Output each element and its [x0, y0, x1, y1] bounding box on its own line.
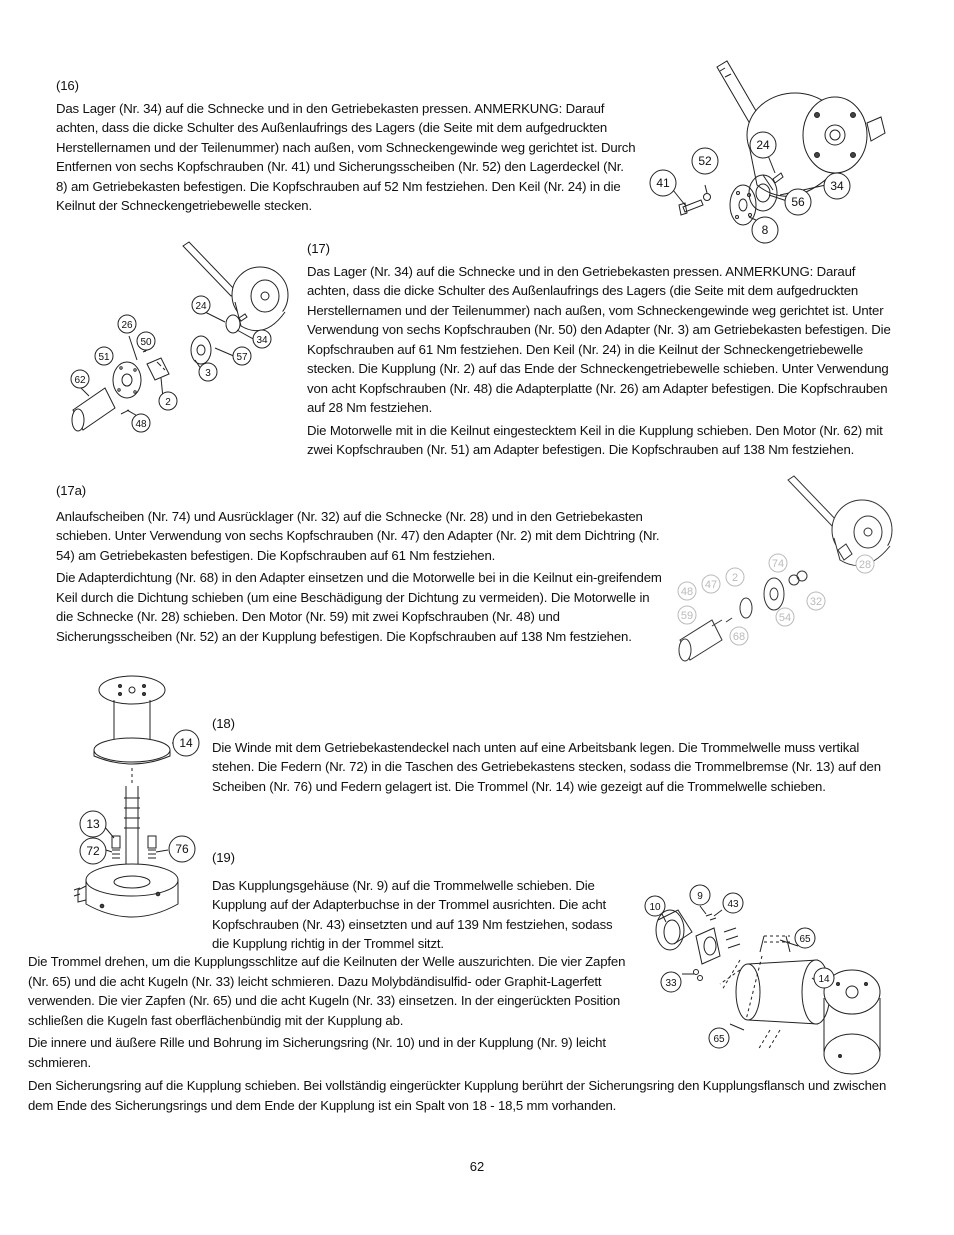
- callout-47: 47: [704, 579, 718, 591]
- step-18-body: Die Winde mit dem Getriebekastendeckel nach unten auf eine Arbeitsbank legen. Die Trommelwelle muss vertikal stehen. Die Federn (Nr. 72) in die Taschen des Getriebekastens stecken, sodass die Trommelbremse (Nr. 13) auf den Scheiben (Nr. 76) und Federn gelagert ist. Die Trommel (Nr. 14) wie gezeigt auf die Trommelwelle schieben.: [212, 739, 881, 794]
- callout-8: 8: [761, 223, 769, 237]
- callout-41: 41: [656, 176, 670, 190]
- step-17a-number: (17a): [56, 483, 87, 498]
- step-18-number: (18): [212, 716, 235, 731]
- callout-72: 72: [86, 844, 100, 858]
- step-16-illustration: [645, 55, 895, 245]
- callout-56: 56: [791, 195, 805, 209]
- callout-28: 28: [858, 559, 872, 571]
- step-17a-text: [56, 481, 666, 649]
- callout-57: 57: [236, 352, 248, 363]
- step-19-number: (19): [212, 850, 235, 865]
- callout-3: 3: [205, 368, 211, 379]
- step-19-body-4: Den Sicherungsring auf die Kupplung schieben. Bei vollständig eingerückter Kupplung berührt der Sicherungsring den Kupplungsflansch und zwischen dem Ende des Sicherungsrings und dem Ende der Kupplung ist ein Spalt von 18 - 18,5 mm vorhanden.: [28, 1078, 887, 1113]
- callout-24: 24: [195, 301, 207, 312]
- callout-14: 14: [818, 974, 830, 985]
- step-19-text: [28, 952, 632, 1075]
- callout-54: 54: [778, 612, 792, 624]
- step-17a-body-2: Die Adapterdichtung (Nr. 68) in den Adapter einsetzen und die Motorwelle bei in die Keilnut ein-greifendem Keil durch die Dichtung schieben (um eine Beschädigung der Dichtung zu vermeiden). Die Motorwelle in die Schnecke (Nr. 28) schieben. Den Motor (Nr. 59) mit zwei Kopfschrauben (Nr. 48) und Sicherungsscheiben (Nr. 52) an der Kupplung befestigen. Die Kopfschrauben auf 138 Nm festziehen.: [56, 570, 662, 644]
- step-16-number: (16): [56, 78, 79, 93]
- callout-62: 62: [74, 375, 86, 386]
- step-19-body-2: Die Trommel drehen, um die Kupplungsschlitze auf die Keilnuten der Welle auszurichten. Die vier Zapfen (Nr. 65) und die acht Kugeln (Nr. 33) leicht schmieren. Dazu Molybdändisulfid- oder Graphit-Lagerfett verwenden. Die vier Zapfen (Nr. 65) und die acht Kugeln (Nr. 33) einsetzen. In der eingerückten Position schließen die Kugeln fast oberflächenbündig mit der Kupplung ab.: [28, 954, 626, 1028]
- callout-65-bottom: 65: [713, 1034, 725, 1045]
- callout-48: 48: [680, 586, 694, 598]
- callout-9: 9: [697, 891, 703, 902]
- callout-32: 32: [809, 596, 823, 608]
- callout-50: 50: [140, 337, 152, 348]
- step-17a-body-1: Anlaufscheiben (Nr. 74) und Ausrücklager (Nr. 32) auf die Schnecke (Nr. 28) und in den Getriebekasten schieben. Unter Verwendung von sechs Kopfschrauben (Nr. 47) den Adapter (Nr. 2) mit dem Dichtring (Nr. 54) am Getriebekasten befestigen. Die Kopfschrauben auf 61 Nm festziehen.: [56, 508, 660, 563]
- step-19-intro: [212, 848, 632, 957]
- step-19-illustration: [640, 880, 890, 1090]
- callout-65-top: 65: [799, 934, 811, 945]
- step-18-text: [212, 714, 896, 799]
- page-number: 62: [469, 1159, 485, 1174]
- callout-48: 48: [135, 419, 147, 430]
- callout-34: 34: [256, 335, 268, 346]
- callout-26: 26: [121, 320, 133, 331]
- callout-14: 14: [179, 736, 193, 750]
- step-18-illustration: [72, 668, 212, 938]
- callout-34: 34: [830, 179, 844, 193]
- callout-51: 51: [98, 352, 110, 363]
- step-17-illustration: [65, 240, 295, 440]
- step-17-body-1: Das Lager (Nr. 34) auf die Schnecke und in den Getriebekasten pressen. ANMERKUNG: Darauf achten, dass die dicke Schulter des Außenlaufrings des Lagers (die Seite mit dem aufgedruckten Herstellernamen und der Teilenummer) nach außen, vom Schneckengewinde weg gerichtet ist. Unter Verwendung von sechs Kopfschrauben (Nr. 50) den Adapter (Nr. 3) am Getriebekasten befestigen. Die Kopfschrauben auf 61 Nm festziehen. Den Keil (Nr. 24) in die Keilnut der Schneckengetriebewelle stecken. Die Kupplung (Nr. 2) auf das Ende der Schneckengetriebewelle schieben. Unter Verwendung von acht Kopfschrauben (Nr. 48) die Adapterplatte (Nr. 26) am Adapter befestigen. Die Kopfschrauben auf 28 Nm festziehen.: [307, 263, 891, 415]
- callout-76: 76: [175, 842, 189, 856]
- step-19-body-3: Die innere und äußere Rille und Bohrung im Sicherungsring (Nr. 10) und in der Kupplung (Nr. 9) leicht schmieren.: [28, 1035, 606, 1070]
- step-16-text: [56, 76, 636, 219]
- step-17-text: [307, 239, 895, 463]
- callout-43: 43: [727, 899, 739, 910]
- callout-10: 10: [649, 902, 661, 913]
- step-16-body: Das Lager (Nr. 34) auf die Schnecke und in den Getriebekasten pressen. ANMERKUNG: Darauf achten, dass die dicke Schulter des Außenlaufrings des Lagers (die Seite mit dem aufgedruckten Herstellernamen und der Teilenummer) nach außen, vom Schneckengewinde weg gerichtet ist. Durch Entfernen von sechs Kopfschrauben (Nr. 41) und Sicherungsscheiben (Nr. 52) den Lagerdeckel (Nr. 8) am Getriebekasten befestigen. Die Kopfschrauben auf 52 Nm festziehen. Den Keil (Nr. 24) in die Keilnut der Schneckengetriebewelle stecken.: [56, 100, 636, 213]
- step-17a-illustration: [670, 470, 900, 670]
- callout-59: 59: [680, 610, 694, 622]
- callout-2: 2: [731, 572, 739, 584]
- callout-13: 13: [86, 817, 100, 831]
- callout-33: 33: [665, 978, 677, 989]
- step-17-number: (17): [307, 241, 330, 256]
- step-17-body-2: Die Motorwelle mit in die Keilnut eingestecktem Keil in die Kupplung schieben. Den Motor (Nr. 62) mit zwei Kopfschrauben (Nr. 51) am Adapter befestigen. Die Kopfschrauben auf 138 Nm festziehen.: [307, 422, 883, 457]
- callout-2: 2: [165, 397, 171, 408]
- step-19-body-1: Das Kupplungsgehäuse (Nr. 9) auf die Trommelwelle schieben. Die Kupplung auf der Adapterbuchse in der Trommel ausrichten. Die acht Kopfschrauben (Nr. 43) einsetzten und auf 139 Nm festziehen, sodass die Kupplung richtig in der Trommel sitzt.: [212, 877, 613, 951]
- callout-68: 68: [732, 631, 746, 643]
- callout-24: 24: [756, 138, 770, 152]
- callout-52: 52: [698, 154, 712, 168]
- callout-74: 74: [771, 558, 785, 570]
